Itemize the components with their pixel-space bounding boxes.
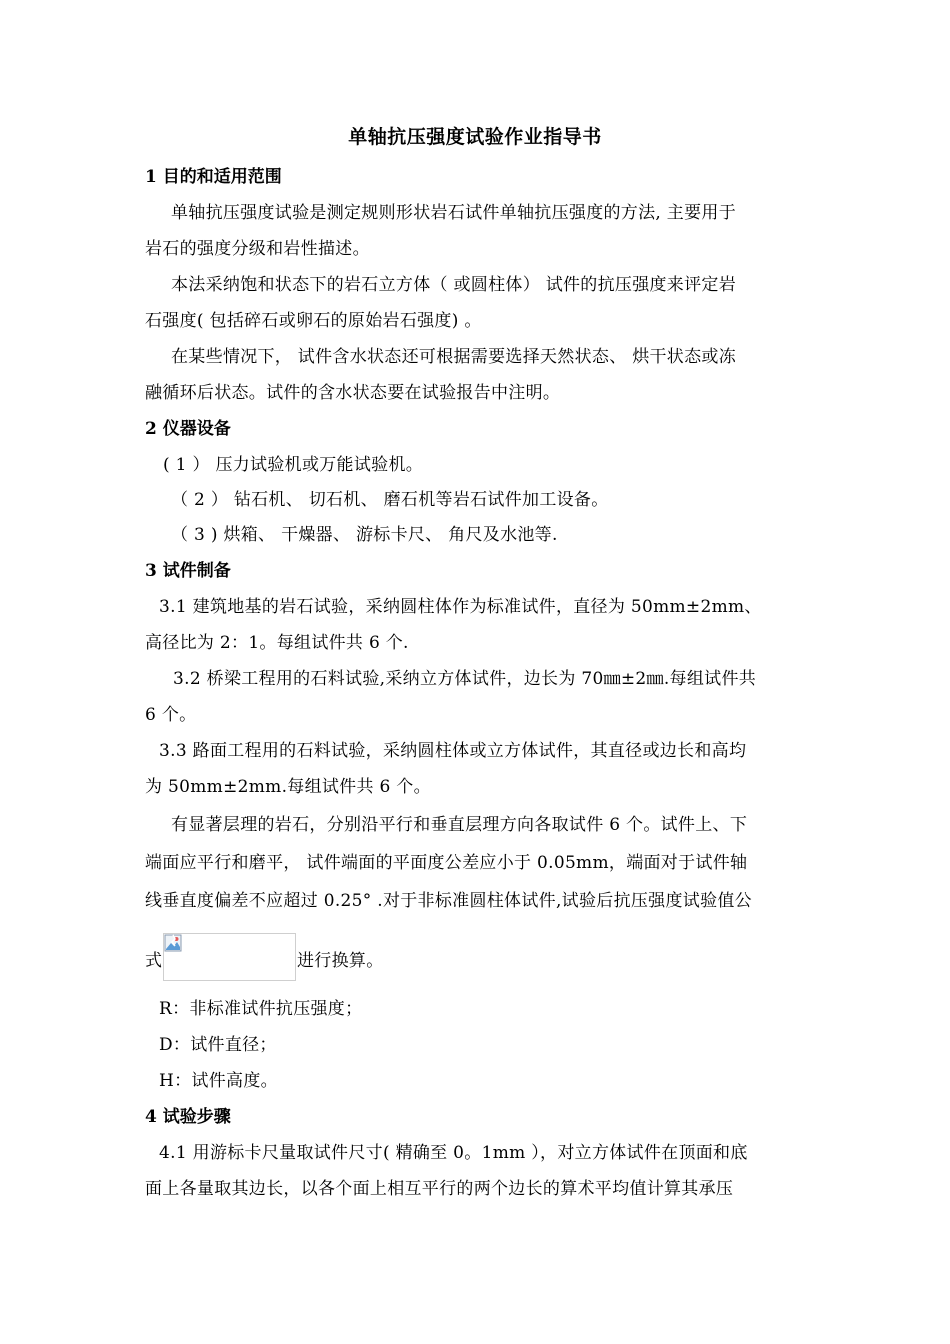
list-item: （ 2 ） 钻石机、 切石机、 磨石机等岩石试件加工设备。 bbox=[171, 490, 609, 510]
paragraph-line: 6 个。 bbox=[145, 705, 197, 725]
document-title: 单轴抗压强度试验作业指导书 bbox=[348, 126, 602, 148]
section-heading: 3 试件制备 bbox=[145, 561, 231, 581]
section-heading: 2 仪器设备 bbox=[145, 419, 231, 439]
paragraph-line: 3.3 路面工程用的石料试验，采纳圆柱体或立方体试件，其直径或边长和高均 bbox=[159, 741, 747, 761]
paragraph-line: 本法采纳饱和状态下的岩石立方体（ 或圆柱体） 试件的抗压强度来评定岩 bbox=[171, 275, 737, 295]
paragraph-line: 为 50mm±2mm.每组试件共 6 个。 bbox=[145, 777, 431, 797]
list-item: （ 3 ) 烘箱、 干燥器、 游标卡尺、 角尺及水池等. bbox=[171, 525, 558, 545]
list-item: ( 1 ） 压力试验机或万能试验机。 bbox=[163, 455, 424, 475]
paragraph-line: 线垂直度偏差不应超过 0.25° .对于非标准圆柱体试件,试验后抗压强度试验值公 bbox=[145, 891, 752, 911]
paragraph-line: 岩石的强度分级和岩性描述。 bbox=[145, 239, 370, 259]
paragraph-line: 面上各量取其边长，以各个面上相互平行的两个边长的算术平均值计算其承压 bbox=[145, 1179, 734, 1199]
formula-suffix: 进行换算。 bbox=[297, 951, 384, 971]
paragraph-line: 在某些情况下， 试件含水状态还可根据需要选择天然状态、 烘干状态或冻 bbox=[171, 347, 737, 367]
broken-image-icon bbox=[164, 934, 182, 952]
paragraph-line: 4.1 用游标卡尺量取试件尺寸( 精确至 0。1mm ），对立方体试件在顶面和底 bbox=[159, 1143, 748, 1163]
section-heading: 4 试验步骤 bbox=[145, 1107, 231, 1127]
paragraph-line: 3.1 建筑地基的岩石试验，采纳圆柱体作为标准试件，直径为 50mm±2mm、 bbox=[159, 597, 762, 617]
section-heading: 1 目的和适用范围 bbox=[145, 167, 282, 187]
formula-prefix: 式 bbox=[145, 951, 163, 971]
definition-line: D：试件直径； bbox=[159, 1035, 277, 1055]
definition-line: R：非标准试件抗压强度； bbox=[159, 999, 363, 1019]
definition-line: H：试件高度。 bbox=[159, 1071, 278, 1091]
formula-image-placeholder bbox=[163, 933, 296, 981]
paragraph-line: 端面应平行和磨平， 试件端面的平面度公差应小于 0.05mm，端面对于试件轴 bbox=[145, 853, 748, 873]
paragraph-line: 有显著层理的岩石，分别沿平行和垂直层理方向各取试件 6 个。试件上、下 bbox=[171, 815, 748, 835]
paragraph-line: 高径比为 2：1。每组试件共 6 个. bbox=[145, 633, 409, 653]
paragraph-line: 单轴抗压强度试验是测定规则形状岩石试件单轴抗压强度的方法, 主要用于 bbox=[171, 203, 737, 223]
paragraph-line: 融循环后状态。试件的含水状态要在试验报告中注明。 bbox=[145, 383, 561, 403]
paragraph-line: 3.2 桥梁工程用的石料试验,采纳立方体试件，边长为 70㎜±2㎜.每组试件共 bbox=[173, 669, 757, 689]
paragraph-line: 石强度( 包括碎石或卵石的原始岩石强度) 。 bbox=[145, 311, 482, 331]
